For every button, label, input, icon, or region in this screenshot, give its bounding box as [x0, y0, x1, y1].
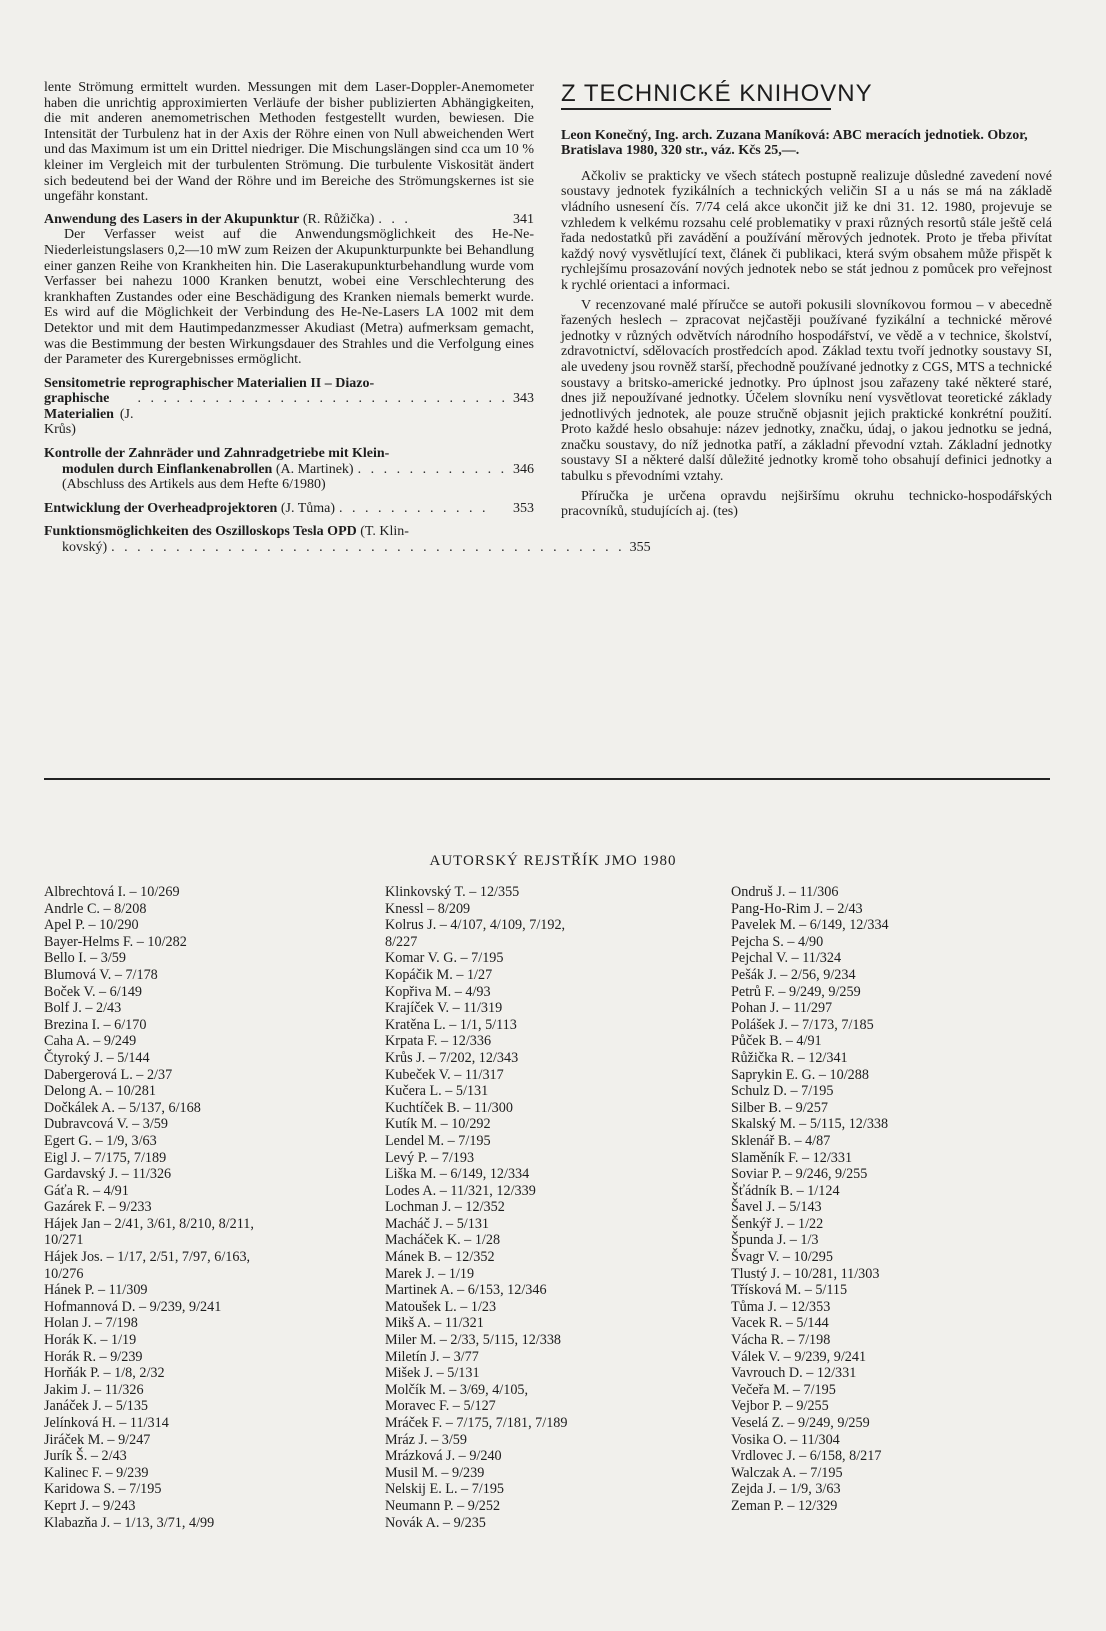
index-entry: Holan J. – 7/198	[44, 1315, 138, 1332]
index-entry: Vejbor P. – 9/255	[731, 1398, 829, 1415]
review-paragraph: V recenzované malé příručce se autoři pokusili slovníkovou formou – v abecedně řazených heslech – zpracovat nejčastěji používané fyzikální a technické měrové jednotky v různých odvětvích národního hospodářství, ve vědě a v technice, školství, zdravotnictví, sdělovacích prostředcích apod. Základ textu tvoří jednotky soustavy SI, ale uvedeny jsou rovněž starší, přechodně používané jednotky z CGS, MTS a technické soustavy a britsko-americké jednotky. Pro úplnost jsou zařazeny také některé staré, dnes již nepoužívané jednotky. Účelem slovníku není vysvětlovat teoretické základy jednotlivých jednotek, ale pouze stručně objasnit jejich praktické konkrétní použití. Proto každé heslo obsahuje: název jednotky, značku, údaj, o jakou jednotku se jedná, značku soustavy, do níž jednotka patří, a základní převodní vztah. Základní jednotky soustavy SI a některé další důležité jednotky kromě toho obsahují definici jednotky a tabulku s převodními vztahy.	[561, 297, 1052, 485]
index-entry: Levý P. – 7/193	[385, 1149, 475, 1166]
toc-page: 346	[513, 461, 534, 477]
index-entry: Dočkálek A. – 5/137, 6/168	[44, 1099, 201, 1116]
toc-abstract: Der Verfasser weist auf die Anwendungsmöglichkeit des He-Ne-Niederleistungslasers 0,2—10 mW zum Reizen der Akupunkturpunkte bei Behandlung einer ganzen Reihe von Krankheiten hin. Die Laserakupunkturbehandlung wurde vom Verfasser bei nahezu 1000 Kranken benutzt, wobei eine Verschlechterung des krankhaften Zustandes oder eine Beschädigung des Kranken niemals bemerkt wurde. Es wird auf die Möglichkeit der Verbindung des He-Ne-Lasers LA 1002 mit dem Detektor und mit dem Hautimpedanzmesser Akudiast (Metra) aufmerksam gemacht, was die Bestimmung der besten Wirkungsdauer des Strahles und die Verfolgung eines der Parameter des Kurergebnisses ermöglicht.	[44, 227, 534, 368]
left-column	[44, 80, 651, 564]
toc-entry	[44, 376, 534, 438]
index-entry: 8/227	[385, 933, 418, 950]
index-entry: Skalský M. – 5/115, 12/338	[731, 1116, 889, 1133]
index-entry: Gardavský J. – 11/326	[44, 1166, 172, 1183]
table-of-contents	[44, 211, 651, 556]
index-entry: Eigl J. – 7/175, 7/189	[44, 1149, 167, 1166]
toc-entry	[44, 524, 651, 556]
index-entry: Silber B. – 9/257	[731, 1099, 828, 1116]
index-entry: Marek J. – 1/19	[385, 1265, 475, 1282]
index-entry: Horák K. – 1/19	[44, 1332, 137, 1349]
index-entry: Krajíček V. – 11/319	[385, 1000, 503, 1017]
index-entry: Růžička R. – 12/341	[731, 1049, 848, 1066]
index-entry: Liška M. – 6/149, 12/334	[385, 1166, 530, 1183]
index-entry: Kubeček V. – 11/317	[385, 1066, 504, 1083]
index-entry: Macháč J. – 5/131	[385, 1215, 490, 1232]
index-column-3	[731, 884, 1031, 1515]
index-entry: Ondruš J. – 11/306	[731, 884, 839, 900]
toc-author: (J. Tůma)	[280, 500, 336, 516]
index-entry: Moravec F. – 5/127	[385, 1398, 496, 1415]
index-entry: 10/276	[44, 1265, 84, 1282]
index-entry: Delong A. – 10/281	[44, 1083, 156, 1100]
index-entry: Šenkýř J. – 1/22	[731, 1215, 824, 1232]
heading-underline	[561, 108, 831, 110]
index-entry: Veselá Z. – 9/249, 9/259	[731, 1415, 870, 1431]
toc-leader: . . . . . . . . . . . .	[339, 500, 489, 516]
index-entry: Petrů F. – 9/249, 9/259	[731, 983, 861, 1000]
index-entry: Jiráček M. – 9/247	[44, 1431, 151, 1448]
index-entry: Novák A. – 9/235	[385, 1514, 486, 1531]
index-entry: Dubravcová V. – 3/59	[44, 1116, 168, 1133]
index-entry: Jelínková H. – 11/314	[44, 1415, 169, 1431]
index-column-1	[44, 884, 344, 1531]
index-entry: Vrdlovec J. – 6/158, 8/217	[731, 1448, 882, 1465]
index-entry: Brezina I. – 6/170	[44, 1016, 147, 1033]
index-entry: Hájek Jos. – 1/17, 2/51, 7/97, 6/163,	[44, 1249, 251, 1266]
toc-title-cont: graphische Materialien	[44, 391, 114, 422]
toc-title: Entwicklung der Overheadprojektoren	[44, 500, 278, 516]
index-entry: Mráz J. – 3/59	[385, 1431, 467, 1448]
index-entry: Šavel J. – 5/143	[731, 1199, 822, 1216]
toc-entry	[44, 446, 534, 493]
abstract-continuation: lente Strömung ermittelt wurden. Messungen mit dem Laser-Doppler-Anemometer haben die unrichtig approximierten Verläufe der bisher publizierten Abhängigkeiten, die mit anderen anemometrischen Methoden festgestellt wurden, bewiesen. Die Intensität der Turbulenz hat in der Axis der Röhre einen von Null abweichenden Wert und das Maximum ist um ein Drittel niedriger. Die Mischungslängen sind cca um 10 % kleiner im Vergleich mit der turbulenten Strömung. Die turbulente Viskosität ändert sich bedeutend bei der Wand der Röhre und im Bereiche des Strömungskernes ist sie ungefähr konstant.	[44, 80, 534, 205]
index-entry: Šťádník B. – 1/124	[731, 1182, 840, 1199]
index-entry: Miler M. – 2/33, 5/115, 12/338	[385, 1332, 562, 1349]
toc-author-cont: kovský)	[62, 540, 108, 556]
index-entry: Slaměník F. – 12/331	[731, 1149, 853, 1166]
section-heading: Z TECHNICKÉ KNIHOVNY	[561, 80, 873, 107]
index-entry: Mánek B. – 12/352	[385, 1249, 495, 1266]
index-entry: Blumová V. – 7/178	[44, 966, 158, 983]
index-entry: Boček V. – 6/149	[44, 983, 143, 1000]
page-divider	[44, 778, 1050, 780]
index-entry: Egert G. – 1/9, 3/63	[44, 1132, 157, 1149]
index-entry: Saprykin E. G. – 10/288	[731, 1066, 869, 1083]
toc-leader: . . . . . . . . . . . . . . . . . . . . . . . . . . . . .	[137, 391, 508, 407]
toc-author: (T. Klin-	[360, 524, 409, 540]
index-entry: Jakim J. – 11/326	[44, 1381, 144, 1398]
toc-page: 353	[513, 500, 534, 516]
index-entry: Lendel M. – 7/195	[385, 1132, 491, 1149]
toc-page: 355	[629, 540, 651, 556]
index-title: AUTORSKÝ REJSTŘÍK JMO 1980	[429, 853, 677, 869]
index-entry: Caha A. – 9/249	[44, 1033, 137, 1050]
index-entry: Hájek Jan – 2/41, 3/61, 8/210, 8/211,	[44, 1215, 254, 1232]
index-entry: Kopáčik M. – 1/27	[385, 966, 493, 983]
toc-entry	[44, 501, 534, 517]
index-entry: Horák R. – 9/239	[44, 1348, 143, 1365]
index-entry: Švagr V. – 10/295	[731, 1249, 833, 1266]
index-column-2	[385, 884, 675, 1531]
index-entry: Albrechtová I. – 10/269	[44, 884, 180, 900]
index-entry: Keprt J. – 9/243	[44, 1497, 136, 1514]
index-entry: Klinkovský T. – 12/355	[385, 884, 520, 900]
toc-note: (Abschluss des Artikels aus dem Hefte 6/1980)	[62, 477, 326, 493]
index-entry: 10/271	[44, 1232, 84, 1249]
index-entry: Molčík M. – 3/69, 4/105,	[385, 1381, 529, 1398]
toc-title: Funktionsmöglichkeiten des Oszilloskops Tesla OPD	[44, 524, 357, 540]
index-entry: Soviar P. – 9/246, 9/255	[731, 1166, 868, 1183]
index-entry: Matoušek L. – 1/23	[385, 1298, 497, 1315]
index-entry: Špunda J. – 1/3	[731, 1232, 819, 1249]
index-entry: Zeman P. – 12/329	[731, 1497, 838, 1514]
index-entry: Pohan J. – 11/297	[731, 1000, 833, 1017]
toc-leader: . . .	[378, 211, 411, 227]
toc-title: Anwendung des Lasers in der Akupunktur	[44, 211, 300, 227]
index-entry: Zejda J. – 1/9, 3/63	[731, 1481, 841, 1498]
index-entry: Mráček F. – 7/175, 7/181, 7/189	[385, 1415, 568, 1431]
index-entry: Vacek R. – 5/144	[731, 1315, 829, 1332]
index-entry: Karidowa S. – 7/195	[44, 1481, 162, 1498]
index-entry: Vosika O. – 11/304	[731, 1431, 840, 1448]
index-entry: Sklenář B. – 4/87	[731, 1132, 831, 1149]
toc-author: (A. Martinek)	[275, 461, 354, 477]
index-entry: Dabergerová L. – 2/37	[44, 1066, 173, 1083]
index-entry: Kratěna L. – 1/1, 5/113	[385, 1016, 517, 1033]
toc-title: Sensitometrie reprographischer Materialien II – Diazo-	[44, 375, 375, 391]
index-entry: Krůs J. – 7/202, 12/343	[385, 1049, 519, 1066]
index-entry: Gazárek F. – 9/233	[44, 1199, 152, 1216]
index-entry: Kolrus J. – 4/107, 4/109, 7/192,	[385, 917, 566, 934]
index-entry: Klabazňa J. – 1/13, 3/71, 4/99	[44, 1514, 215, 1531]
index-entry: Bayer-Helms F. – 10/282	[44, 933, 187, 950]
index-entry: Tlustý J. – 10/281, 11/303	[731, 1265, 880, 1282]
index-entry: Nelskij E. L. – 7/195	[385, 1481, 505, 1498]
index-entry: Apel P. – 10/290	[44, 917, 139, 934]
index-entry: Polášek J. – 7/173, 7/185	[731, 1016, 874, 1033]
toc-title: Kontrolle der Zahnräder und Zahnradgetriebe mit Klein-	[44, 446, 390, 462]
index-entry: Večeřa M. – 7/195	[731, 1381, 836, 1398]
index-entry: Pešák J. – 2/56, 9/234	[731, 966, 856, 983]
index-entry: Vavrouch D. – 12/331	[731, 1365, 857, 1382]
index-entry: Čtyroký J. – 5/144	[44, 1049, 150, 1066]
index-entry: Mišek J. – 5/131	[385, 1365, 480, 1382]
index-entry: Neumann P. – 9/252	[385, 1497, 501, 1514]
book-citation: Leon Konečný, Ing. arch. Zuzana Maníková: ABC meracích jednotiek. Obzor, Bratislava 1980, 320 str., váz. Kčs 25,—.	[561, 127, 1028, 159]
index-entry: Walczak A. – 7/195	[731, 1464, 843, 1481]
index-entry: Pavelek M. – 6/149, 12/334	[731, 917, 889, 934]
index-entry: Hánek P. – 11/309	[44, 1282, 148, 1299]
index-entry: Kopřiva M. – 4/93	[385, 983, 491, 1000]
index-entry: Pejchal V. – 11/324	[731, 950, 842, 967]
index-entry: Horňák P. – 1/8, 2/32	[44, 1365, 165, 1382]
index-entry: Lochman J. – 12/352	[385, 1199, 505, 1216]
index-entry: Tůma J. – 12/353	[731, 1298, 831, 1315]
toc-title-cont: modulen durch Einflankenabrollen	[62, 461, 273, 477]
index-entry: Macháček K. – 1/28	[385, 1232, 501, 1249]
toc-author: (J. Krůs)	[44, 406, 134, 438]
index-entry: Válek V. – 9/239, 9/241	[731, 1348, 867, 1365]
index-entry: Musil M. – 9/239	[385, 1464, 485, 1481]
index-entry: Pejcha S. – 4/90	[731, 933, 824, 950]
index-entry: Miletín J. – 3/77	[385, 1348, 479, 1365]
index-entry: Schulz D. – 7/195	[731, 1083, 834, 1100]
index-entry: Kutík M. – 10/292	[385, 1116, 491, 1133]
index-entry: Andrle C. – 8/208	[44, 900, 147, 917]
review-paragraph: Příručka je určena opravdu nejširšímu okruhu technicko-hospodářských pracovníků, studujících aj. (tes)	[561, 488, 1052, 520]
index-entry: Kalinec F. – 9/239	[44, 1464, 149, 1481]
index-entry: Půček B. – 4/91	[731, 1033, 822, 1050]
toc-leader: . . . . . . . . . . . . . . . . . . . . . . . . . . . . . . . . . . . . . . . .	[111, 540, 625, 556]
toc-page: 341	[513, 211, 534, 227]
toc-entry	[44, 212, 534, 368]
toc-leader: . . . . . . . . . . . .	[357, 461, 508, 477]
index-entry: Gáťa R. – 4/91	[44, 1182, 129, 1199]
index-entry: Kučera L. – 5/131	[385, 1083, 489, 1100]
index-entry: Mrázková J. – 9/240	[385, 1448, 502, 1465]
right-column	[561, 80, 1052, 520]
index-entry: Lodes A. – 11/321, 12/339	[385, 1182, 536, 1199]
index-entry: Jurík Š. – 2/43	[44, 1448, 127, 1465]
index-entry: Komar V. G. – 7/195	[385, 950, 504, 967]
index-entry: Bello I. – 3/59	[44, 950, 126, 967]
index-entry: Janáček J. – 5/135	[44, 1398, 149, 1415]
index-entry: Třísková M. – 5/115	[731, 1282, 848, 1299]
index-entry: Vácha R. – 7/198	[731, 1332, 831, 1349]
index-entry: Hofmannová D. – 9/239, 9/241	[44, 1298, 222, 1315]
toc-author: (R. Růžička)	[302, 211, 375, 227]
index-entry: Bolf J. – 2/43	[44, 1000, 122, 1017]
index-entry: Mikš A. – 11/321	[385, 1315, 484, 1332]
index-entry: Pang-Ho-Rim J. – 2/43	[731, 900, 863, 917]
index-entry: Kuchtíček B. – 11/300	[385, 1099, 513, 1116]
index-entry: Knessl – 8/209	[385, 900, 471, 917]
index-entry: Krpata F. – 12/336	[385, 1033, 492, 1050]
toc-page: 343	[513, 391, 534, 407]
index-entry: Martinek A. – 6/153, 12/346	[385, 1282, 547, 1299]
review-paragraph: Ačkoliv se prakticky ve všech státech postupně realizuje důsledné zavedení nové soustavy jednotek fyzikálních a technických veličin SI a u nás se má na základě vládního usnesení čís. 7/74 celá akce ukončit již ke dni 31. 12. 1980, projevuje se vzhledem k velkému rozsahu celé problematiky v praxi různých resortů stále ještě celá řada nedostatků při zavádění a používání měrových jednotek. Proto je třeba přivítat každý nový vysvětlující text, článek či publikaci, která svým obsahem může přispět k rychlejšímu prosazování nových jednotek nebo se stát jednou z pomůcek pro veřejnost k rychlé orientaci a informaci.	[561, 168, 1052, 293]
